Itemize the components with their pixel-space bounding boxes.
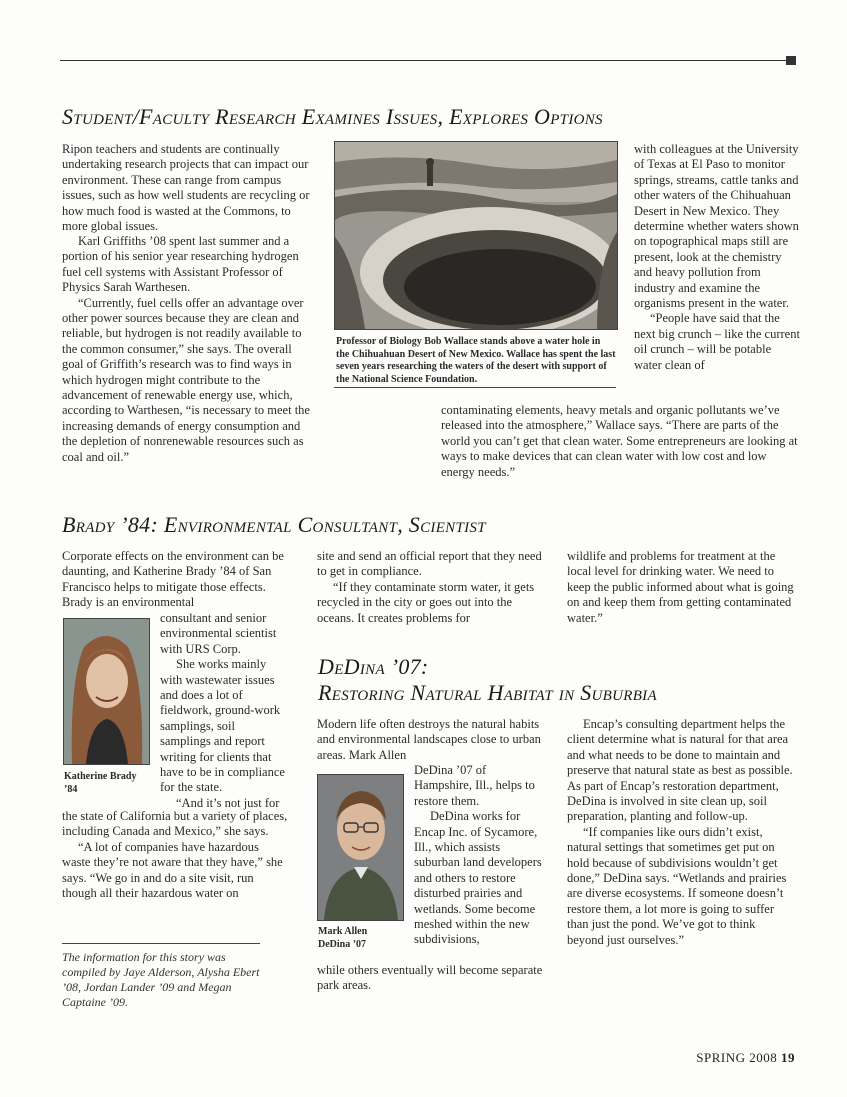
article2-para: “A lot of companies have hazardous waste they’re not aware that they have,” she says. “We go in and do a site visit, run though all their hazardous water on: [62, 839, 283, 901]
mark-dedina-photo: [317, 774, 404, 921]
katherine-brady-caption: Katherine Brady ’84: [64, 771, 137, 795]
article1-left-column-2: [62, 234, 318, 465]
article2-col3: [567, 549, 795, 626]
top-rule-marker: [786, 56, 796, 65]
article2-para: wildlife and problems for treatment at the local level for drinking water. We need to keep the public informed about what is going on and keep them from getting contaminated water.”: [567, 549, 794, 625]
article2-para: the state of California but a variety of places, including Canada and Mexico,” she says.: [62, 809, 288, 839]
credit-rule: [62, 943, 260, 944]
issue-label: SPRING 2008: [696, 1050, 778, 1065]
water-hole-image: [335, 142, 617, 329]
article3-col1-bottom: [317, 963, 543, 994]
article2-col1-bottom: [62, 809, 288, 901]
article2-para: site and send an official report that they need to get in compliance.: [317, 549, 542, 579]
page-footer: [696, 1050, 795, 1066]
article3-headline-line2: Restoring Natural Habitat in Suburbia: [318, 680, 657, 705]
article2-col2: [317, 549, 543, 626]
article1-bottom-column: [441, 403, 799, 480]
article2-para: Corporate effects on the environment can be daunting, and Katherine Brady ’84 of San Francisco helps to mitigate those effects. Brady is an environmental: [62, 549, 284, 610]
article3-headline-line1: DeDina ’07:: [318, 654, 429, 679]
page-number: 19: [781, 1050, 795, 1065]
article1-headline: Student/Faculty Research Examines Issues, Explores Options: [62, 104, 603, 129]
top-rule: [60, 60, 786, 61]
article1-left-column: [62, 142, 312, 234]
article1-right-column: [634, 142, 800, 373]
article2-para: “If they contaminate storm water, it gets recycled in the city or goes out into the oceans. It creates problems for: [317, 579, 535, 625]
story-credit: The information for this story was compiled by Jaye Alderson, Alysha Ebert ’08, Jordan Lander ’09 and Megan Captaine ’09.: [62, 950, 260, 1009]
article1-para: “People have said that the next big crunch – like the current oil crunch – will be potable water clean of: [634, 311, 800, 372]
article2-col1-wrap: [160, 611, 288, 811]
article1-para: “Currently, fuel cells offer an advantage over other power sources because they are clean and reliable, but hydrogen is not readily available to the common consumer,” she says. The overall goal of Griffith’s research was to find ways in which hydrogen might contribute to the advancement of renewable energy use, which, according to Warthesen, “is necessary to meet the increasing demands of energy consumption and the depletion of nonrenewable resources such as coal and oil.”: [62, 295, 310, 464]
article1-para: Ripon teachers and students are continually undertaking research projects that can impact our environment. These can range from campus issues, such as how well students are recycling or how much food is wasted at the Commons, to more global issues.: [62, 142, 310, 234]
mark-dedina-portrait: [318, 775, 403, 920]
article2-col1-top: [62, 549, 292, 611]
article2-para: She works mainly with wastewater issues and does a lot of fieldwork, ground-work samplings, soil samplings and report writing for clients that have to be in compliance for the state.: [160, 657, 285, 795]
mark-dedina-caption: Mark Allen DeDina ’07: [318, 926, 368, 950]
article1-para: with colleagues at the University of Texas at El Paso to monitor springs, streams, cattle tanks and other waters of the Chihuahuan Desert in New Mexico. They determine whether waters shown on topographical maps still are present, look at the chemistry and heavy pollution from industry and examine the organisms present in the water.: [634, 142, 799, 311]
article2-para: “And it’s not just for: [176, 795, 280, 810]
water-hole-caption: Professor of Biology Bob Wallace stands above a water hole in the Chihuahuan Desert of New Mexico. Wallace has spent the last seven years researching the waters of the desert with support of the National Science Foundation.: [336, 336, 616, 385]
article1-para: Karl Griffiths ’08 spent last summer and a portion of his senior year researching hydrogen fuel cell systems with Assistant Professor of Physics Sarah Warthesen.: [62, 234, 299, 295]
article3-para: Modern life often destroys the natural habits and environmental landscapes close to urban areas. Mark Allen: [317, 717, 541, 762]
article2-headline: Brady ’84: Environmental Consultant, Scientist: [62, 512, 486, 537]
article3-col2: [567, 717, 795, 948]
caption-rule: [334, 387, 616, 388]
article2-para: consultant and senior environmental scientist with URS Corp.: [160, 611, 277, 656]
article3-para: Encap’s consulting department helps the client determine what is natural for that area and what needs to be done to maintain and preserve that natural state as best as possible. As part of Encap’s restoration department, DeDina is involved in site clean up, soil preparation, planting and follow-up.: [567, 717, 793, 824]
article3-para: “If companies like ours didn’t exist, natural settings that sometimes get put on hold because of subdivisions wouldn’t get done,” DeDina says. “Wetlands and prairies are diverse ecosystems. If someone doesn’t restore them, a lot more is going to suffer than just the pond. We’ve got to think beyond just ourselves.”: [567, 824, 787, 947]
katherine-brady-photo: [63, 618, 150, 765]
article3-para: while others eventually will become separate park areas.: [317, 963, 543, 993]
article1-para: contaminating elements, heavy metals and organic pollutants we’ve released into the atmosphere,” Wallace says. “There are parts of the world you can’t get that clean water. Some entrepreneurs are looking at ways to make devices that can clean water with low cost and low energy needs.”: [441, 403, 798, 479]
article3-col1-top: [317, 717, 543, 763]
article3-col1-wrap: [414, 763, 544, 948]
article3-para: DeDina ’07 of Hampshire, Ill., helps to restore them.: [414, 763, 535, 808]
water-hole-photo: [334, 141, 618, 330]
katherine-brady-portrait: [64, 619, 149, 764]
article3-para: DeDina works for Encap Inc. of Sycamore, Ill., which assists suburban land developers and others to restore disturbed prairies and wetlands. Some become meshed within the new subdivisions,: [414, 809, 542, 947]
